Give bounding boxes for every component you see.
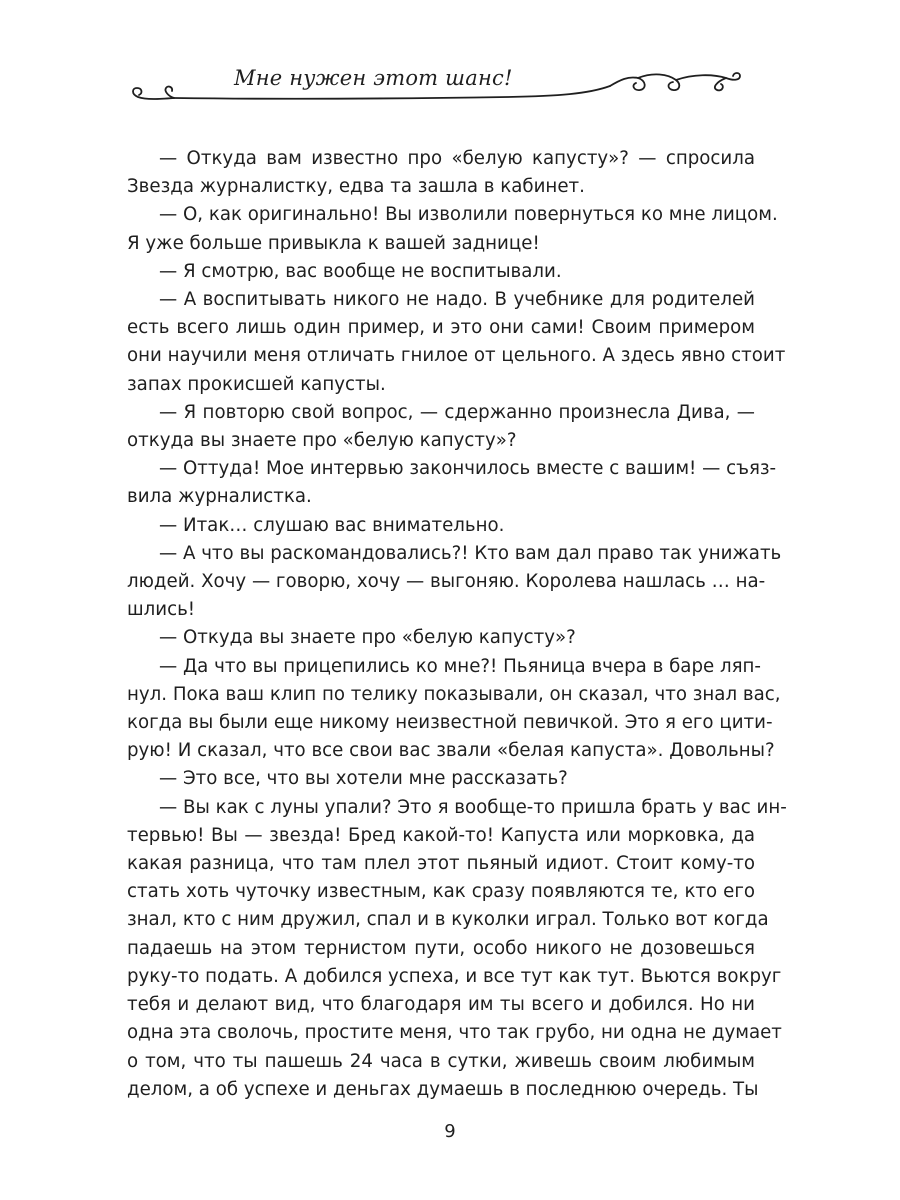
text-line: есть всего лишь один пример, и это они сами! Своим примером (127, 317, 755, 339)
paragraph (127, 201, 778, 257)
text-line: когда вы были еще никому неизвестной певичкой. Это я его цити- (127, 712, 773, 734)
running-header (128, 58, 758, 114)
text-line: рую! И сказал, что все свои вас звали «белая капуста». Довольны? (127, 740, 775, 762)
text-line: — Оттуда! Мое интервью закончилось вместе с вашим! — съяз- (159, 458, 777, 480)
text-line: Звезда журналистку, едва та зашла в кабинет. (127, 176, 585, 198)
text-line: — А воспитывать никого не надо. В учебнике для родителей (159, 289, 755, 311)
paragraph (127, 624, 755, 652)
page-number: 9 (444, 1121, 456, 1142)
text-line: о том, что ты пашешь 24 часа в сутки, живешь своим любимым (127, 1050, 755, 1072)
text-line: какая разница, что там плел этот пьяный идиот. Стоит кому-то (127, 853, 755, 875)
text-line: вила журналистка. (127, 486, 312, 508)
text-line: Я уже больше привыкла к вашей заднице! (127, 232, 540, 254)
text-line: — О, как оригинально! Вы изволили повернуться ко мне лицом. (159, 204, 778, 226)
text-line: — Откуда вы знаете про «белую капусту»? (159, 627, 576, 649)
text-line: делом, а об успехе и деньгах думаешь в последнюю очередь. Ты (127, 1078, 759, 1100)
running-title: Мне нужен этот шанс! (234, 66, 513, 90)
text-line: руку-то подать. А добился успеха, и все тут как тут. Вьются вокруг (127, 965, 782, 987)
text-line: они научили меня отличать гнилое от цельного. А здесь явно стоит (127, 345, 786, 367)
paragraph (127, 145, 755, 201)
body-text (127, 145, 787, 1104)
text-line: одна эта сволочь, простите меня, что так грубо, ни одна не думает (127, 1022, 782, 1044)
text-line: стать хоть чуточку известным, как сразу появляются те, кто его (127, 881, 755, 903)
text-line: — А что вы раскомандовались?! Кто вам дал право так унижать (159, 542, 782, 564)
paragraph (127, 399, 755, 455)
text-line: откуда вы знаете про «белую капусту»? (127, 430, 517, 452)
text-line: — Итак… слушаю вас внимательно. (159, 514, 505, 536)
paragraph (127, 286, 786, 399)
text-line: — Да что вы прицепились ко мне?! Пьяница вчера в баре ляп- (159, 655, 761, 677)
paragraph (127, 258, 755, 286)
text-line: тервью! Вы — звезда! Бред какой-то! Капуста или морковка, да (127, 824, 755, 846)
text-line: знал, кто с ним дружил, спал и в куколки играл. Только вот когда (127, 909, 769, 931)
paragraph (127, 455, 777, 511)
paragraph (127, 540, 782, 625)
text-line: — Я смотрю, вас вообще не воспитывали. (159, 260, 562, 282)
paragraph (127, 653, 781, 766)
paragraph (127, 765, 755, 793)
text-line: падаешь на этом тернистом пути, особо никого не дозовешься (127, 937, 755, 959)
text-line: шлись! (127, 599, 196, 621)
paragraph (127, 794, 787, 1104)
text-line: — Я повторю свой вопрос, — сдержанно произнесла Дива, — (159, 401, 755, 423)
paragraph (127, 512, 755, 540)
text-line: — Это все, что вы хотели мне рассказать? (159, 768, 568, 790)
text-line: людей. Хочу — говорю, хочу — выгоняю. Королева нашлась … на- (127, 571, 766, 593)
text-line: нул. Пока ваш клип по телику показывали, он сказал, что знал вас, (127, 683, 781, 705)
text-line: тебя и делают вид, что благодаря им ты всего и добился. Но ни (127, 994, 755, 1016)
text-line: запах прокисшей капусты. (127, 373, 386, 395)
text-line: — Откуда вам известно про «белую капусту»? — спросила (159, 148, 755, 169)
text-line: — Вы как с луны упали? Это я вообще-то пришла брать у вас ин- (159, 796, 787, 818)
